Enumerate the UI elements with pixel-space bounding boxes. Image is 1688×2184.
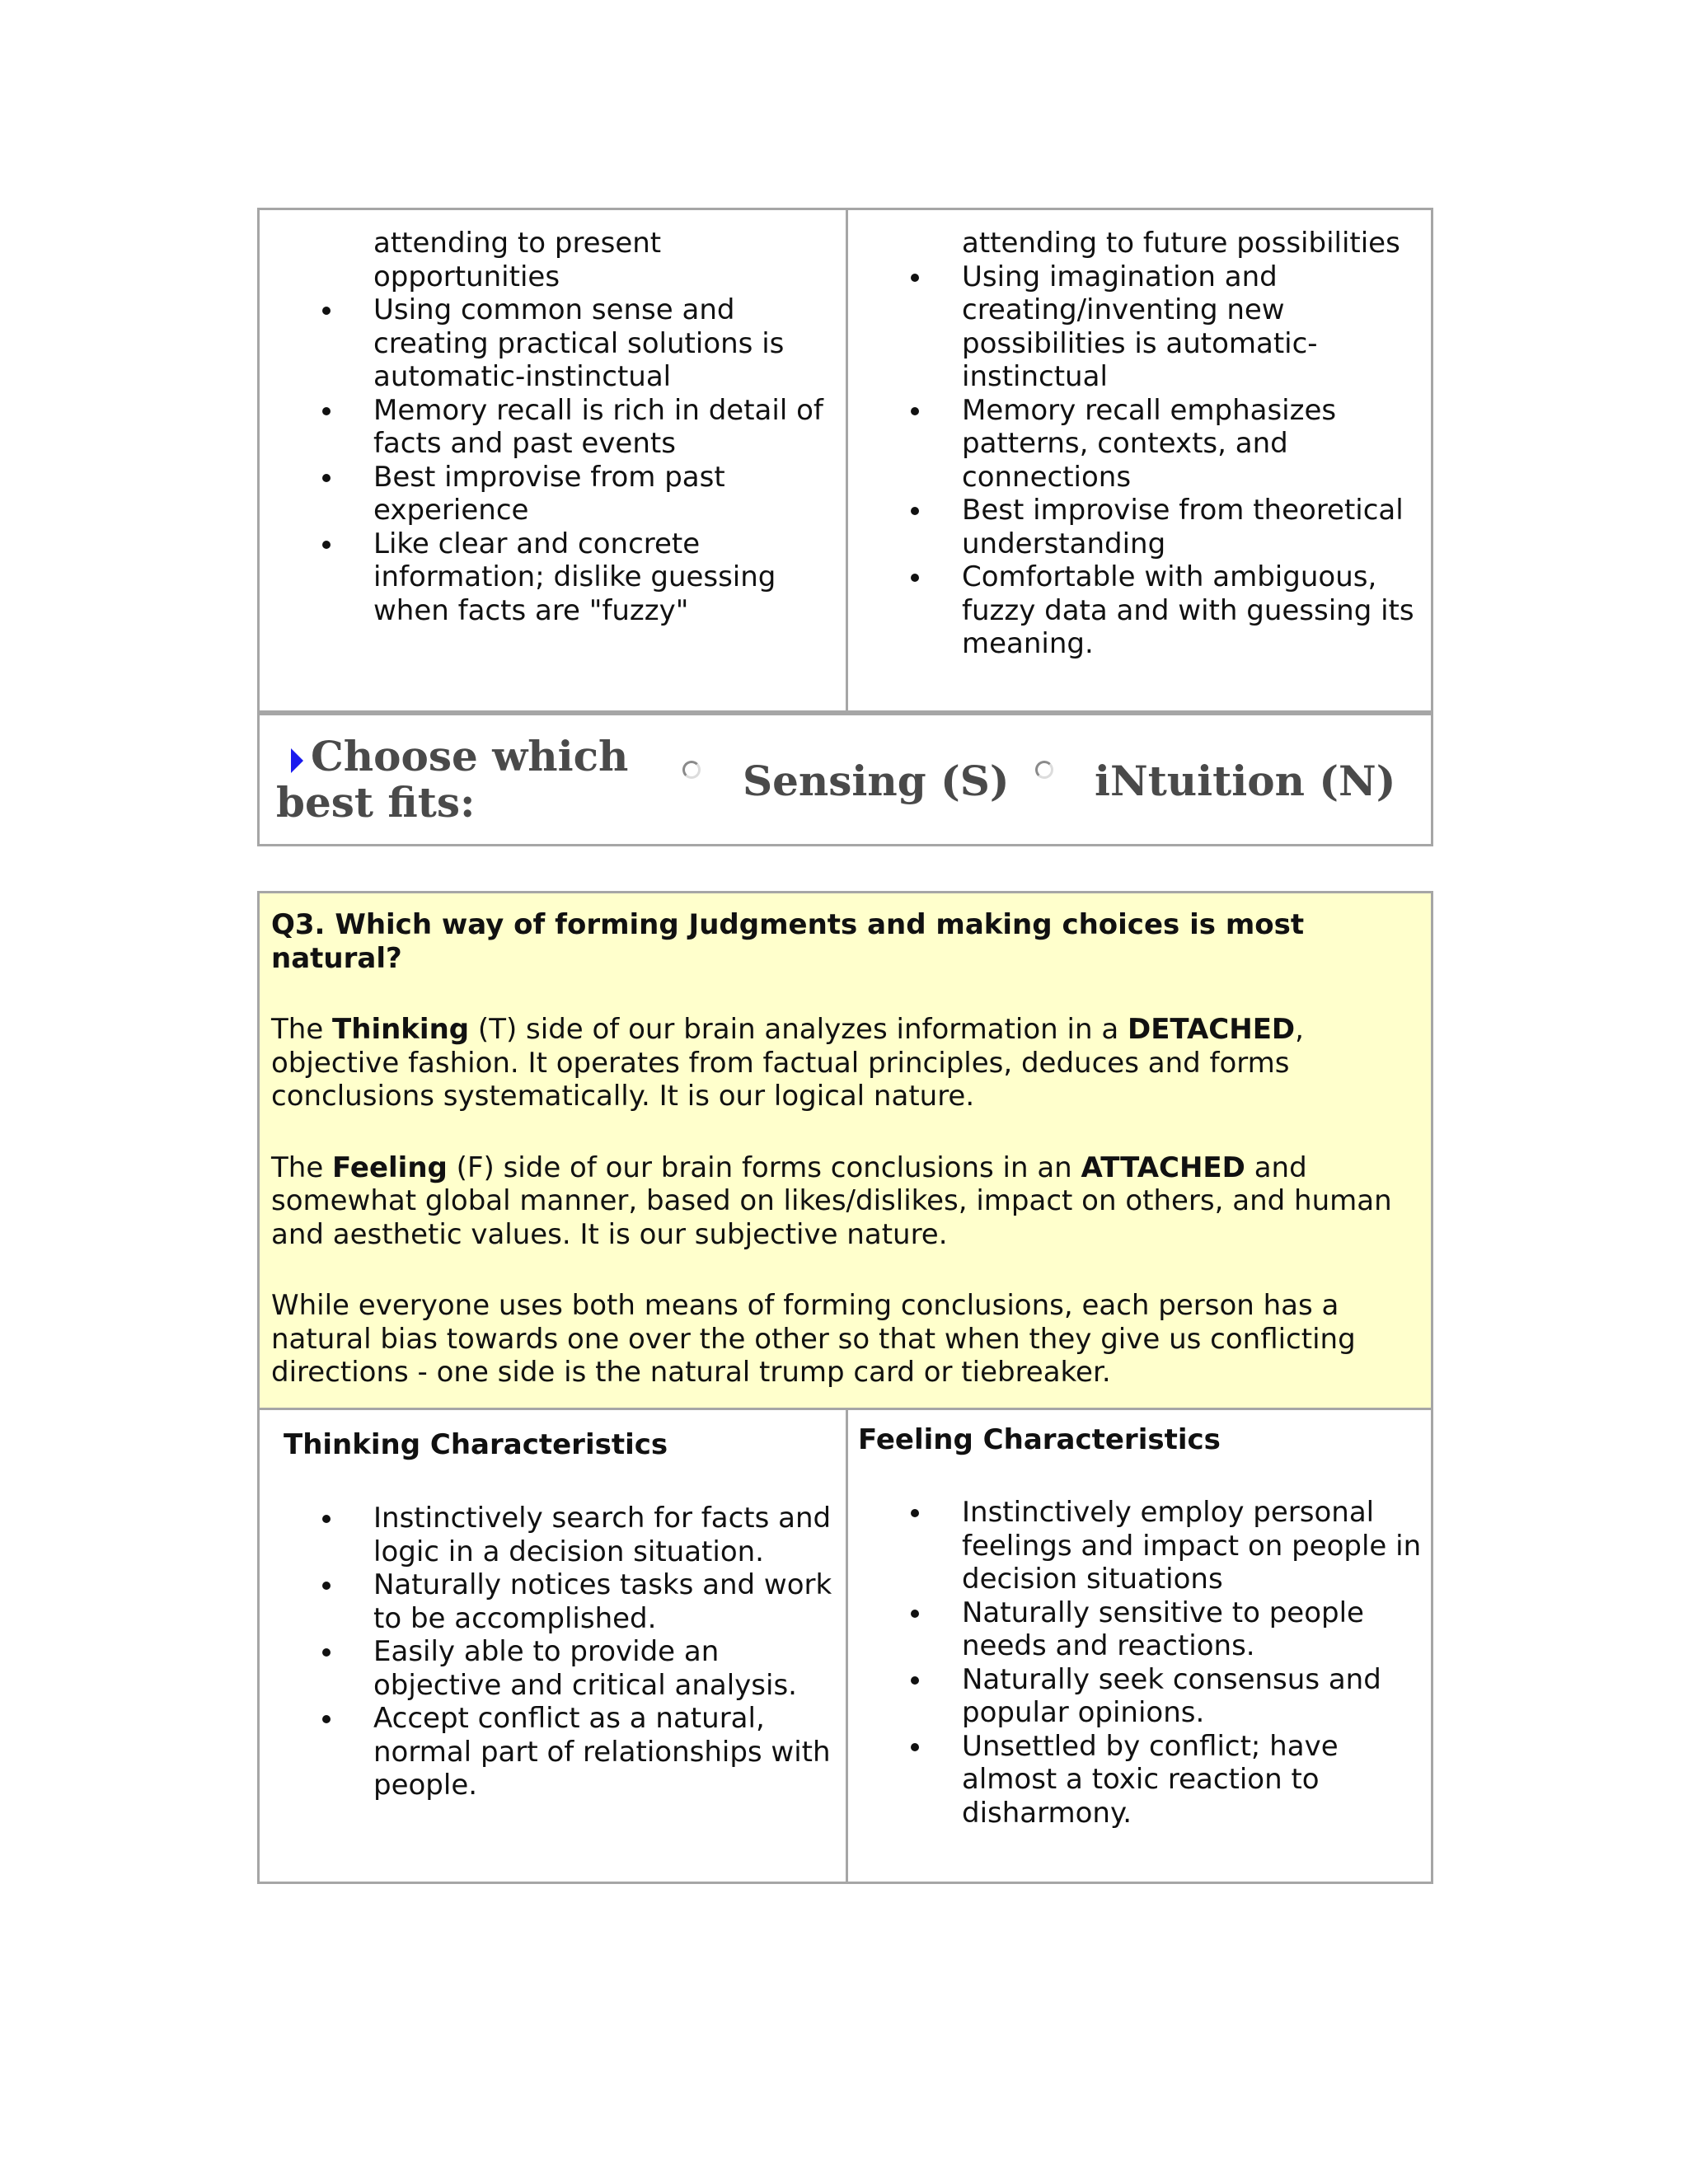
list-item: connections — [962, 460, 1132, 494]
list-item: disharmony. — [962, 1796, 1132, 1830]
list-item: automatic-instinctual — [373, 360, 672, 393]
list-item: fuzzy data and with guessing its — [962, 593, 1414, 627]
q3-title-line-1: Q3. Which way of forming Judgments and making choices is most — [271, 908, 1305, 941]
list-item: attending to future possibilities — [962, 227, 1400, 260]
q3-question — [271, 908, 1431, 975]
list-item: Naturally notices tasks and work — [260, 1568, 832, 1602]
q3-title-line-2: natural? — [271, 941, 402, 975]
text: somewhat global manner, based on likes/dislikes, impact on others, and human — [271, 1184, 1392, 1217]
list-item: Best improvise from theoretical — [848, 494, 1414, 527]
thinking-title: Thinking Characteristics — [284, 1428, 668, 1461]
list-item: when facts are "fuzzy" — [373, 593, 689, 627]
text: While everyone uses both means of forming conclusions, each person has a — [271, 1289, 1339, 1322]
feeling-term: Feeling — [332, 1151, 448, 1184]
list-item: understanding — [962, 527, 1166, 560]
choose-line-2: best fits: — [276, 778, 476, 827]
list-item: Comfortable with ambiguous, — [848, 560, 1414, 594]
text: , — [1295, 1013, 1304, 1046]
text: conclusions systematically. It is our logical nature. — [271, 1080, 975, 1113]
sensing-option-label[interactable]: Sensing (S) — [743, 757, 1010, 805]
list-item: to be accomplished. — [373, 1601, 657, 1635]
feeling-list — [848, 1496, 1421, 1830]
intuition-radio[interactable] — [1035, 761, 1053, 779]
list-item: popular opinions. — [962, 1696, 1205, 1729]
list-item: possibilities is automatic- — [962, 326, 1318, 360]
list-item: facts and past events — [373, 427, 676, 460]
list-item: Easily able to provide an — [260, 1635, 832, 1669]
thinking-cell — [260, 1410, 846, 1882]
sensing-cell — [260, 210, 846, 710]
q3-bias-paragraph — [271, 1289, 1431, 1390]
choose-line-1: Choose which — [311, 732, 629, 780]
text: natural bias towards one over the other so that when they give us conflicting — [271, 1322, 1356, 1356]
list-item: Naturally seek consensus and — [848, 1663, 1421, 1697]
intuition-cell — [848, 210, 1431, 710]
list-item: Like clear and concrete — [260, 527, 823, 561]
sensing-list — [260, 227, 823, 627]
list-item: objective and critical analysis. — [373, 1668, 797, 1702]
list-item: meaning. — [962, 627, 1094, 660]
list-item: needs and reactions. — [962, 1629, 1255, 1662]
list-item: normal part of relationships with — [373, 1735, 831, 1769]
detached-term: DETACHED — [1127, 1013, 1296, 1046]
list-item: experience — [373, 494, 529, 527]
attached-term: ATTACHED — [1081, 1151, 1245, 1184]
thinking-term: Thinking — [332, 1013, 470, 1046]
list-item: creating/inventing new — [962, 293, 1285, 326]
intuition-option-label[interactable]: iNtuition (N) — [1095, 757, 1396, 805]
list-item: Instinctively search for facts and — [260, 1502, 832, 1535]
list-item: feelings and impact on people in — [962, 1529, 1422, 1563]
q3-panel — [260, 893, 1431, 1408]
text: objective fashion. It operates from factual principles, deduces and forms — [271, 1046, 1290, 1080]
list-item: logic in a decision situation. — [373, 1535, 764, 1568]
list-item: Instinctively employ personal — [848, 1496, 1421, 1530]
q3-table — [257, 891, 1433, 1884]
list-item: attending to present — [373, 227, 662, 260]
choose-panel — [257, 713, 1433, 846]
list-item: Best improvise from past — [260, 461, 823, 494]
feeling-cell — [848, 1410, 1431, 1882]
text: (F) side of our brain forms conclusions in an — [447, 1151, 1081, 1184]
list-item: decision situations — [962, 1563, 1223, 1596]
list-item: almost a toxic reaction to — [962, 1763, 1320, 1796]
sensing-intuition-table — [257, 208, 1433, 713]
q3-feeling-paragraph — [271, 1151, 1431, 1252]
list-item: instinctual — [962, 360, 1108, 393]
list-item: patterns, contexts, and — [962, 427, 1288, 460]
list-item: creating practical solutions is — [373, 326, 785, 360]
feeling-title: Feeling Characteristics — [858, 1423, 1221, 1456]
thinking-list — [260, 1502, 832, 1802]
text: The — [271, 1151, 333, 1184]
text: (T) side of our brain analyzes information in a — [469, 1013, 1128, 1046]
list-item: Memory recall emphasizes — [848, 394, 1414, 428]
sensing-radio[interactable] — [682, 761, 701, 779]
q3-thinking-paragraph — [271, 1013, 1431, 1113]
list-item: Using common sense and — [260, 293, 823, 327]
list-item: opportunities — [373, 260, 560, 293]
list-item: information; dislike guessing — [373, 560, 776, 593]
intuition-list — [848, 227, 1414, 661]
choose-prompt — [276, 733, 628, 826]
list-item: people. — [373, 1769, 478, 1802]
text: and — [1245, 1151, 1307, 1184]
text: directions - one side is the natural trump card or tiebreaker. — [271, 1356, 1111, 1389]
list-item: Accept conflict as a natural, — [260, 1702, 832, 1736]
list-item: Using imagination and — [848, 260, 1414, 294]
text: The — [271, 1013, 333, 1046]
list-item: Unsettled by conflict; have — [848, 1730, 1421, 1764]
list-item: Naturally sensitive to people — [848, 1596, 1421, 1630]
list-item: Memory recall is rich in detail of — [260, 394, 823, 428]
text: and aesthetic values. It is our subjective nature. — [271, 1217, 948, 1251]
